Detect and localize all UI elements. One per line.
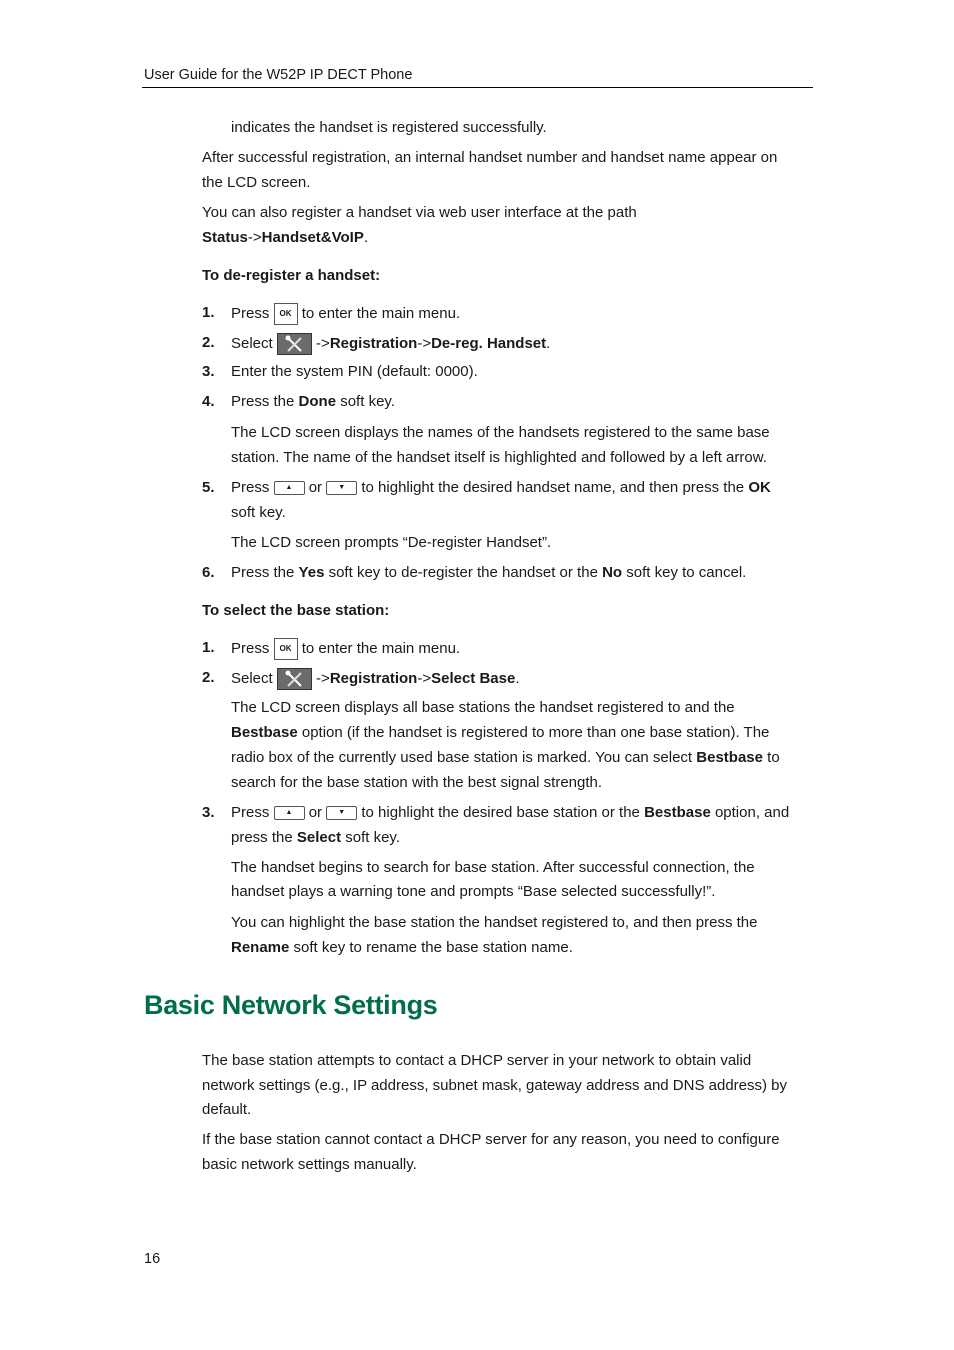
header-rule [142, 87, 813, 88]
path-arrow: -> [316, 334, 330, 352]
step-number: 2. [202, 334, 215, 351]
step-text: radio box of the currently used base station is marked. You can select [231, 749, 693, 766]
path-arrow: -> [417, 669, 432, 687]
step-number: 6. [202, 564, 215, 581]
softkey-done: Done [298, 393, 337, 410]
dereg-step-1 [231, 303, 460, 325]
step-description: The LCD screen prompts “De-register Handset”. [231, 534, 552, 551]
step-description [231, 938, 573, 958]
up-key-glyph: ▲ [285, 484, 293, 492]
selectbase-step-2 [231, 668, 520, 690]
up-key-icon [274, 481, 305, 495]
step-description: station. The name of the handset itself is highlighted and followed by a left arrow. [231, 449, 767, 466]
intro-paragraph-line: After successful registration, an internal handset number and handset name appear on [202, 149, 778, 166]
step-text: Press [231, 479, 270, 496]
step-description: You can highlight the base station the handset registered to, and then press the [231, 914, 758, 931]
path-handset: Handset&VoIP [261, 229, 364, 246]
page-number: 16 [144, 1251, 161, 1267]
intro-line: indicates the handset is registered successfully. [231, 119, 547, 136]
up-key-icon [274, 806, 305, 820]
step-number: 3. [202, 804, 215, 821]
dereg-step-3: Enter the system PIN (default: 0000). [231, 363, 478, 380]
ok-key-label: OK [279, 644, 292, 653]
option-bestbase: Bestbase [231, 724, 298, 741]
intro-paragraph-line: the LCD screen. [202, 174, 311, 191]
menu-select-base: Select Base [431, 669, 516, 687]
web-path [202, 228, 368, 248]
step-text: press the [231, 829, 293, 846]
path-arrow: -> [247, 229, 262, 246]
step-description: search for the base station with the best signal strength. [231, 774, 603, 791]
section-title: Basic Network Settings [144, 990, 438, 1020]
menu-registration: Registration [329, 669, 418, 687]
up-key-glyph: ▲ [285, 809, 293, 817]
ok-key-icon [274, 303, 298, 325]
selectbase-step-1 [231, 638, 460, 660]
selectbase-step-3 [231, 803, 789, 823]
step-description: The LCD screen displays all base stations the handset registered to and the [231, 699, 735, 716]
step-text: Press [231, 304, 270, 322]
section-paragraph-line: The base station attempts to contact a DHCP server in your network to obtain valid [202, 1052, 752, 1069]
step-text: Press [231, 639, 270, 657]
step-text: to enter the main menu. [301, 639, 461, 657]
step-text: Press [231, 804, 270, 821]
step-text: to [767, 749, 780, 766]
step-number: 2. [202, 669, 215, 686]
option-bestbase: Bestbase [644, 804, 711, 821]
path-dot: . [363, 229, 369, 246]
down-key-glyph: ▼ [338, 484, 346, 492]
section-paragraph-line: If the base station cannot contact a DHCP server for any reason, you need to configure [202, 1131, 780, 1148]
dereg-step-6 [231, 563, 746, 583]
softkey-no: No [602, 564, 623, 581]
ok-key-label: OK [279, 309, 292, 318]
selectbase-heading: To select the base station: [202, 602, 390, 619]
step-text: soft key. [340, 393, 395, 410]
step-description [231, 748, 780, 768]
step-text-line [231, 828, 400, 848]
step-number: 1. [202, 304, 215, 321]
down-key-glyph: ▼ [338, 809, 346, 817]
step-text: to enter the main menu. [301, 304, 461, 322]
intro-paragraph-line: You can also register a handset via web user interface at the path [202, 204, 637, 221]
step-text: or [308, 479, 323, 496]
settings-tools-icon [277, 668, 312, 690]
path-arrow: -> [316, 669, 330, 687]
step-text: or [308, 804, 323, 821]
path-dot: . [515, 669, 520, 687]
step-description: The handset begins to search for base station. After successful connection, the [231, 859, 755, 876]
step-description [231, 723, 769, 743]
softkey-yes: Yes [298, 564, 325, 581]
option-bestbase: Bestbase [696, 749, 763, 766]
dereg-step-2 [231, 333, 550, 355]
step-description: handset plays a warning tone and prompts “Base selected successfully!”. [231, 883, 716, 900]
step-text: soft key. [231, 504, 286, 521]
menu-registration: Registration [329, 334, 418, 352]
settings-tools-icon [277, 333, 312, 355]
step-number: 5. [202, 479, 215, 496]
step-text: Select [231, 669, 273, 687]
section-paragraph-line: basic network settings manually. [202, 1156, 417, 1173]
step-text: soft key to cancel. [626, 564, 747, 581]
ok-key-icon [274, 638, 298, 660]
path-arrow: -> [417, 334, 432, 352]
path-dot: . [546, 334, 551, 352]
step-number: 4. [202, 393, 215, 410]
down-key-icon [326, 481, 357, 495]
running-header: User Guide for the W52P IP DECT Phone [144, 67, 413, 83]
step-description: The LCD screen displays the names of the handsets registered to the same base [231, 424, 770, 441]
section-paragraph-line: default. [202, 1101, 252, 1118]
softkey-rename: Rename [231, 939, 290, 956]
step-number: 3. [202, 363, 215, 380]
step-number: 1. [202, 639, 215, 656]
dereg-step-4 [231, 392, 395, 412]
down-key-icon [326, 806, 357, 820]
dereg-heading: To de-register a handset: [202, 267, 381, 284]
step-text: soft key to de-register the handset or the [328, 564, 598, 581]
step-text: soft key to rename the base station name. [293, 939, 573, 956]
step-text: Press the [231, 393, 295, 410]
softkey-select: Select [296, 829, 342, 846]
step-text: Select [231, 334, 273, 352]
step-text: soft key. [345, 829, 400, 846]
dereg-step-5 [231, 478, 771, 498]
step-text: to highlight the desired handset name, and then press the [361, 479, 745, 496]
step-text: to highlight the desired base station or the [361, 804, 640, 821]
softkey-ok: OK [748, 479, 771, 496]
path-status: Status [202, 229, 248, 246]
step-text: option, and [714, 804, 790, 821]
menu-dereg-handset: De-reg. Handset [431, 334, 547, 352]
step-text: option (if the handset is registered to more than one base station). The [301, 724, 770, 741]
section-paragraph-line: network settings (e.g., IP address, subnet mask, gateway address and DNS address) by [202, 1077, 788, 1094]
step-text: Press the [231, 564, 295, 581]
